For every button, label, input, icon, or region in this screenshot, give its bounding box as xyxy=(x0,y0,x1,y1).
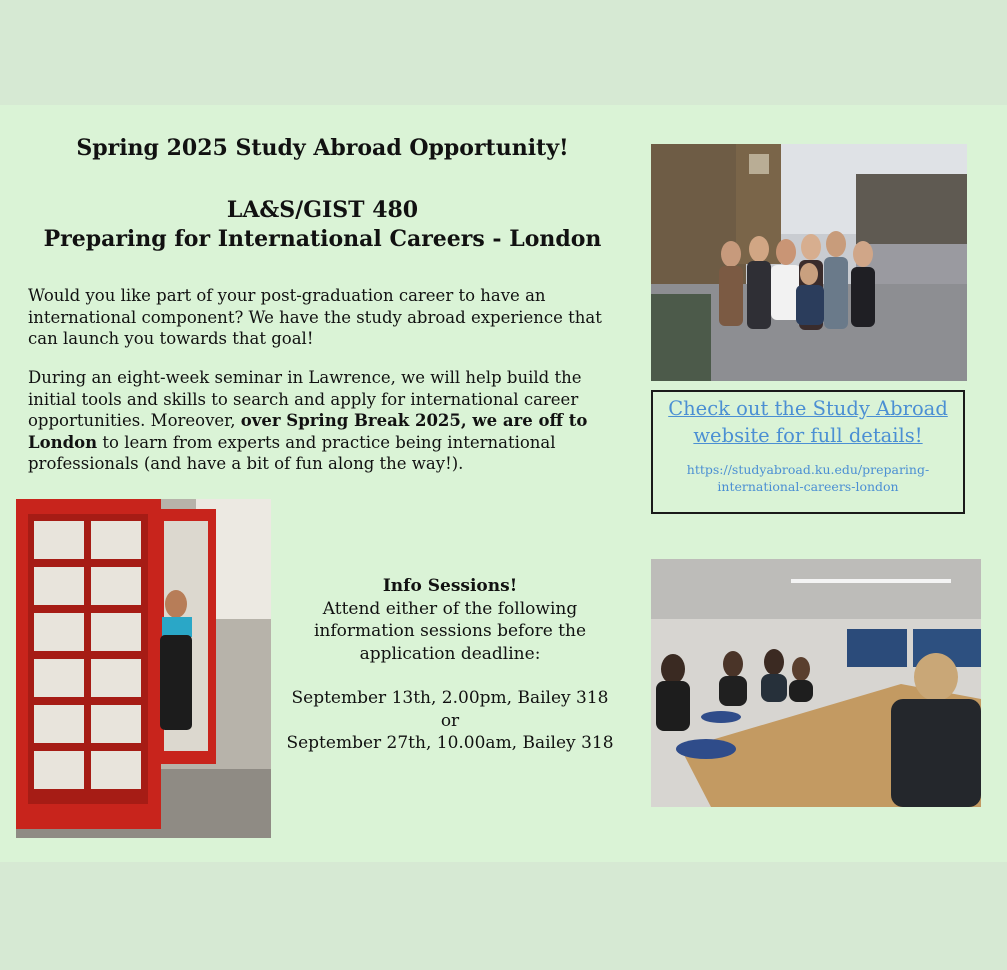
study-abroad-website-link[interactable]: Check out the Study Abroad website for full details! xyxy=(668,397,948,447)
info-sessions xyxy=(285,575,615,755)
details-text-b: to learn from experts and practice being international professionals (and have a bit of fun along the way!). xyxy=(28,432,556,473)
details-text-a: During an eight-week seminar in Lawrence, we will help build the initial tools and skills to search and apply for international career opportunities. Moreover, xyxy=(28,368,582,430)
details-paragraph xyxy=(28,367,613,475)
details-text-bold: over Spring Break 2025, we are off to London xyxy=(28,411,588,452)
flyer-title: Spring 2025 Study Abroad Opportunity! xyxy=(76,135,569,161)
top-band xyxy=(0,0,1007,105)
course-code: LA&S/GIST 480 xyxy=(226,197,419,223)
session-1: September 13th, 2.00pm, Bailey 318 xyxy=(291,688,609,708)
phone-booth-photo xyxy=(16,499,271,838)
info-sessions-body: Attend either of the following information sessions before the application deadline: xyxy=(313,598,587,664)
london-group-photo xyxy=(651,144,967,381)
session-or: or xyxy=(440,710,460,731)
intro-paragraph: Would you like part of your post-graduation career to have an international component? We have the study abroad experience that can launch you towards that goal! xyxy=(28,286,602,348)
study-abroad-url[interactable]: https://studyabroad.ku.edu/preparing-international-careers-london xyxy=(686,462,930,494)
bottom-band xyxy=(0,862,1007,970)
meeting-room-photo xyxy=(651,559,981,807)
session-2: September 27th, 10.00am, Bailey 318 xyxy=(286,733,614,753)
course-name: Preparing for International Careers - London xyxy=(43,226,602,252)
study-abroad-link-box xyxy=(651,390,965,514)
info-sessions-heading: Info Sessions! xyxy=(382,576,518,596)
